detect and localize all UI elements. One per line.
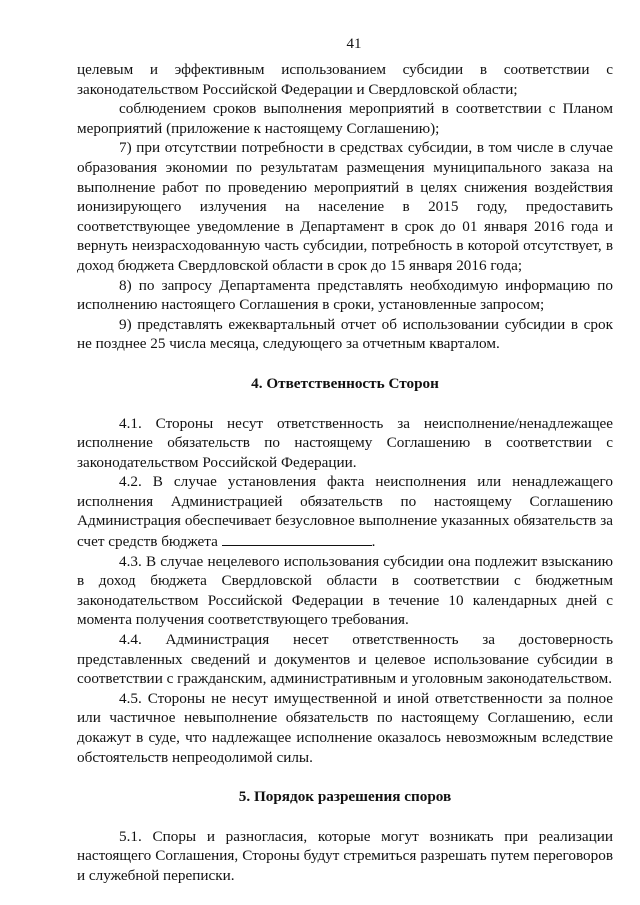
paragraph-4-2-text: 4.2. В случае установления факта неисполнения или ненадлежащего исполнения Администрацией обязательств по настоящему Соглашению Администрация обеспечивает безусловное выполнение указанных обязательств за счет средств бюджета (77, 473, 613, 551)
paragraph-item-8: 8) по запросу Департамента представлять необходимую информацию по исполнению настоящего Соглашения в сроки, установленные запросом; (77, 276, 613, 314)
paragraph-item-9: 9) представлять ежеквартальный отчет об использовании субсидии в срок не позднее 25 числа месяца, следующего за отчетным кварталом. (77, 315, 613, 353)
paragraph-item-7: 7) при отсутствии потребности в средствах субсидии, в том числе в случае образования экономии по результатам размещения муниципального заказа на выполнение работ по проведению мероприятий в целях снижения воздействия ионизирующего излучения на население в 2015 году, предоставить соответствующее уведомление в Департамент в срок до 01 января 2016 года и вернуть неизрасходованную часть субсидии, потребность в которой отсутствует, в доход бюджета Свердловской области в срок до 15 января 2016 года; (77, 139, 613, 274)
paragraph-deadlines: соблюдением сроков выполнения мероприятий в соответствии с Планом мероприятий (приложение к настоящему Соглашению); (77, 100, 613, 137)
document-page (77, 34, 613, 886)
paragraph-4-2 (77, 472, 613, 551)
section-5-title: 5. Порядок разрешения споров (238, 788, 452, 806)
budget-blank-line (222, 531, 372, 546)
paragraph-4-1: 4.1. Стороны несут ответственность за неисполнение/ненадлежащее исполнение обязательств по настоящему Соглашению в соответствии с законодательством Российской Федерации. (77, 414, 613, 471)
paragraph-4-3: 4.3. В случае нецелевого использования субсидии она подлежит взысканию в доход бюджета Свердловской области в соответствии с бюджетным законодательством Российской Федерации в течение 10 календарных дней с момента получения соответствующего требования. (77, 552, 613, 629)
paragraph-4-5: 4.5. Стороны не несут имущественной и иной ответственности за полное или частичное невыполнение обязательств по настоящему Соглашению, если докажут в суде, что надлежащее исполнение оказалось невозможным вследствие обстоятельств непреодолимой силы. (77, 689, 613, 766)
page-number: 41 (346, 36, 362, 52)
paragraph-target-use: целевым и эффективным использованием субсидии в соответствии с законодательством Российской Федерации и Свердловской области; (77, 61, 613, 98)
paragraph-4-4: 4.4. Администрация несет ответственность за достоверность представленных сведений и документов и целевое использование субсидии в соответствии с гражданским, административным и уголовным законодательством. (77, 631, 613, 688)
section-4-title: 4. Ответственность Сторон (251, 374, 439, 392)
paragraph-5-1: 5.1. Споры и разногласия, которые могут возникать при реализации настоящего Соглашения, Стороны будут стремиться разрешать путем переговоров и служебной переписки. (77, 827, 613, 884)
paragraph-4-2-end: . (371, 533, 376, 551)
